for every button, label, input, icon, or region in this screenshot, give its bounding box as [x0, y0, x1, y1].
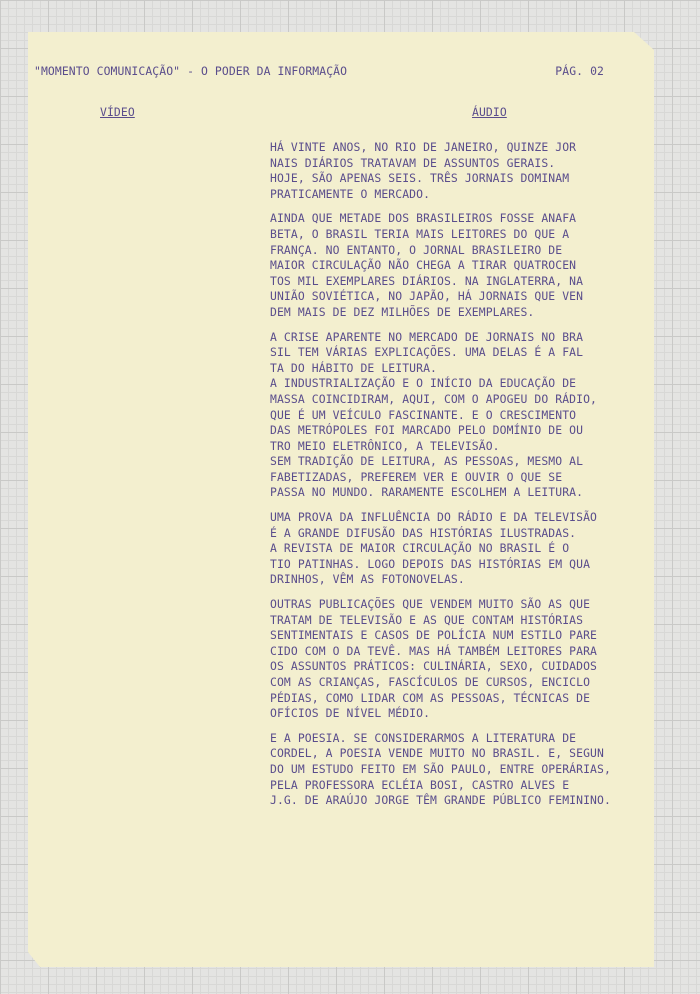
text-line: TA DO HÁBITO DE LEITURA. — [270, 360, 437, 375]
text-line: TRATAM DE TELEVISÃO E AS QUE CONTAM HISTÓRIAS — [270, 612, 584, 627]
text-line: DRINHOS, VÊM AS FOTONOVELAS. — [270, 572, 465, 587]
text-line: FABETIZADAS, PREFEREM VER E OUVIR O QUE SE — [270, 469, 563, 484]
text-line: J.G. DE ARAÚJO JORGE TÊM GRANDE PÚBLICO FEMININO. — [270, 793, 611, 808]
text-line: DEM MAIS DE DEZ MILHÕES DE EXEMPLARES. — [270, 304, 535, 319]
text-line: É A GRANDE DIFUSÃO DAS HISTÓRIAS ILUSTRADAS. — [270, 525, 577, 540]
video-column-heading: VÍDEO — [100, 105, 135, 119]
paragraph — [270, 140, 620, 202]
text-line: CIDO COM O DA TEVÊ. MAS HÁ TAMBÉM LEITORES PARA — [270, 643, 598, 658]
text-line: A CRISE APARENTE NO MERCADO DE JORNAIS NO BRA — [270, 329, 584, 344]
text-line: MAIOR CIRCULAÇÃO NÃO CHEGA A TIRAR QUATROCEN — [270, 258, 577, 273]
text-line: SEM TRADIÇÃO DE LEITURA, AS PESSOAS, MESMO AL — [270, 454, 584, 469]
paragraph — [270, 330, 620, 502]
text-line: QUE É UM VEÍCULO FASCINANTE. E O CRESCIMENTO — [270, 407, 577, 422]
text-line: BETA, O BRASIL TERIA MAIS LEITORES DO QUE A — [270, 226, 570, 241]
text-line: A REVISTA DE MAIOR CIRCULAÇÃO NO BRASIL É O — [270, 541, 570, 556]
paragraph — [270, 510, 620, 588]
paragraph — [270, 597, 620, 722]
text-line: MASSA COINCIDIRAM, AQUI, COM O APOGEU DO RÁDIO, — [270, 391, 598, 406]
text-line: SENTIMENTAIS E CASOS DE POLÍCIA NUM ESTILO PARE — [270, 628, 598, 643]
text-line: OFÍCIOS DE NÍVEL MÉDIO. — [270, 706, 431, 721]
paragraph — [270, 211, 620, 320]
text-line: NAIS DIÁRIOS TRATAVAM DE ASSUNTOS GERAIS. — [270, 155, 556, 170]
text-line: FRANÇA. NO ENTANTO, O JORNAL BRASILEIRO DE — [270, 242, 563, 257]
audio-script — [270, 140, 620, 818]
text-line: SIL TEM VÁRIAS EXPLICAÇÕES. UMA DELAS É A FAL — [270, 345, 584, 360]
text-line: PELA PROFESSORA ECLÉIA BOSI, CASTRO ALVES E — [270, 777, 570, 792]
text-line: AINDA QUE METADE DOS BRASILEIROS FOSSE ANAFA — [270, 211, 577, 226]
paragraph — [270, 731, 620, 809]
text-line: OUTRAS PUBLICAÇÕES QUE VENDEM MUITO SÃO AS QUE — [270, 597, 591, 612]
text-line: COM AS CRIANÇAS, FASCÍCULOS DE CURSOS, ENCICLO — [270, 675, 591, 689]
program-title: "MOMENTO COMUNICAÇÃO" - O PODER DA INFORMAÇÃO — [34, 64, 348, 78]
text-line: PRATICAMENTE O MERCADO. — [270, 186, 431, 201]
text-line: PASSA NO MUNDO. RARAMENTE ESCOLHEM A LEITURA. — [270, 485, 584, 500]
text-line: TOS MIL EXEMPLARES DIÁRIOS. NA INGLATERRA, NA — [270, 273, 584, 288]
text-line: DO UM ESTUDO FEITO EM SÃO PAULO, ENTRE OPERÁRIAS, — [270, 761, 611, 776]
text-line: CORDEL, A POESIA VENDE MUITO NO BRASIL. E, SEGUN — [270, 746, 604, 761]
page-number: PÁG. 02 — [555, 64, 604, 78]
text-line: UMA PROVA DA INFLUÊNCIA DO RÁDIO E DA TELEVISÃO — [270, 510, 598, 525]
text-line: HÁ VINTE ANOS, NO RIO DE JANEIRO, QUINZE JOR — [270, 140, 577, 154]
text-line: TRO MEIO ELETRÔNICO, A TELEVISÃO. — [270, 438, 500, 453]
text-line: E A POESIA. SE CONSIDERARMOS A LITERATURA DE — [270, 730, 577, 745]
text-line: HOJE, SÃO APENAS SEIS. TRÊS JORNAIS DOMINAM — [270, 171, 570, 186]
audio-column-heading: ÁUDIO — [472, 105, 507, 119]
text-line: OS ASSUNTOS PRÁTICOS: CULINÁRIA, SEXO, CUIDADOS — [270, 659, 598, 674]
text-line: UNIÃO SOVIÉTICA, NO JAPÃO, HÁ JORNAIS QUE VEN — [270, 289, 584, 304]
text-line: PÉDIAS, COMO LIDAR COM AS PESSOAS, TÉCNICAS DE — [270, 690, 591, 705]
text-line: TIO PATINHAS. LOGO DEPOIS DAS HISTÓRIAS EM QUA — [270, 556, 591, 571]
text-line: A INDUSTRIALIZAÇÃO E O INÍCIO DA EDUCAÇÃO DE — [270, 376, 577, 391]
text-line: DAS METRÓPOLES FOI MARCADO PELO DOMÍNIO DE OU — [270, 423, 584, 438]
